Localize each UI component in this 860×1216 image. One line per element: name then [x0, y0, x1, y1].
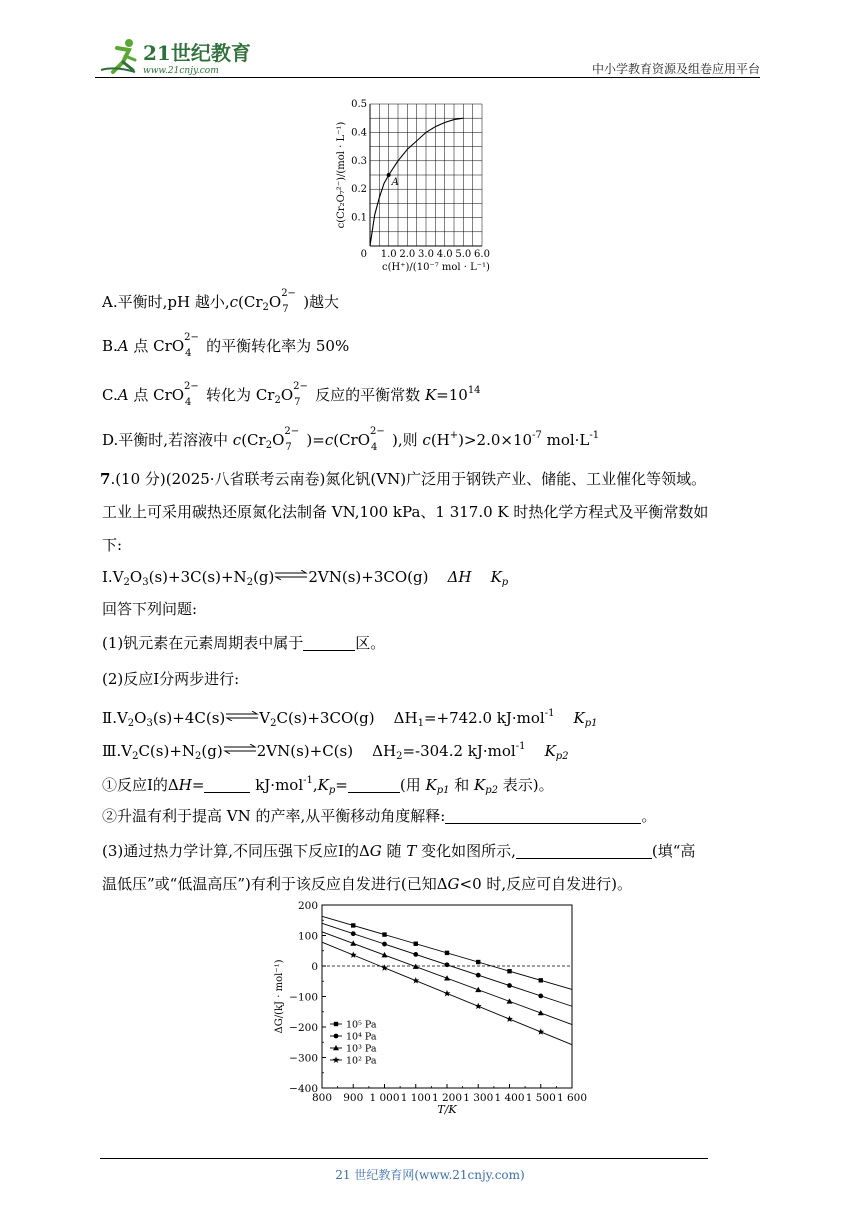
option-c [102, 381, 481, 411]
answer-blank[interactable] [303, 634, 355, 651]
r1-dh: ΔH [447, 568, 472, 586]
platform-name: 中小学教育资源及组卷应用平台 [591, 62, 760, 76]
logo [95, 36, 265, 76]
option-d-exp2: -1 [589, 430, 600, 441]
q7-line1 [100, 469, 706, 489]
r2-exp: -1 [544, 708, 555, 719]
option-d-formula2: (CrO [333, 431, 371, 449]
reaction-2: $Ⅱ.V_2O_3(s)+4C(s)$ $V_2C(s)+3CO(g)$ $\Delta H_1=+742.0$ kJ·mol$^{-1}$ $K_{p1}$ [102, 708, 598, 729]
option-d-unit: mol·L [541, 431, 590, 449]
option-c-formula: 点 CrO [128, 386, 185, 404]
s1-k2-sub: p2 [485, 785, 499, 796]
footer-divider [100, 1158, 708, 1159]
option-c-sub: 2 [274, 395, 281, 406]
r2-v: V [259, 709, 271, 727]
s1-h: H [178, 776, 192, 794]
answer-blank[interactable] [445, 807, 641, 824]
part-1-tail: 区。 [355, 634, 386, 652]
data-point [445, 951, 449, 955]
s1-eq2: = [335, 776, 348, 794]
answer-blank[interactable] [348, 776, 400, 793]
p3-t: T [406, 842, 417, 860]
legend-marker [333, 1056, 340, 1063]
data-point [507, 983, 512, 988]
s1-text: ①反应Ⅰ的Δ [102, 776, 179, 794]
answer-blank[interactable] [516, 842, 652, 859]
part-3-line2 [102, 874, 632, 894]
r1-g: (g) [253, 568, 275, 586]
ion-charge-top: 2− [184, 381, 199, 392]
data-point [537, 1028, 544, 1035]
data-point [351, 923, 355, 927]
data-point [507, 969, 511, 973]
part-1 [102, 633, 385, 653]
r1-mid: (s)+3C(s)+N [148, 568, 247, 586]
sub-question-1 [102, 771, 554, 801]
option-b-tail: 的平衡转化率为 50% [206, 337, 350, 355]
data-point [538, 993, 543, 998]
option-d-then: ),则 [392, 431, 423, 449]
r2-o: O [134, 709, 147, 727]
sub-question-2 [102, 806, 656, 826]
option-d-sub: 2 [265, 440, 273, 451]
equilibrium-arrow-icon [274, 570, 308, 580]
logo-title: 21世纪教育 [143, 41, 251, 65]
p3-with: 随 [381, 842, 407, 860]
s1-eq: = [191, 776, 205, 794]
s1-unit: kJ·mol [250, 776, 304, 794]
y-tick-label: −200 [289, 1022, 318, 1034]
p3-mid: 变化如图所示, [416, 842, 516, 860]
ion-charge-top: 2− [284, 426, 300, 437]
x-tick-label: 1 100 [400, 1092, 431, 1104]
r2-mid: (s)+4C(s) [152, 709, 226, 727]
answer-prompt: 回答下列问题: [102, 600, 198, 618]
data-point [445, 962, 450, 967]
x-tick-label: 1 300 [463, 1092, 494, 1104]
r2-products: C(s)+3CO(g) [276, 709, 375, 727]
y-tick-label: 0.5 [351, 99, 367, 110]
r1-k: K [490, 568, 502, 586]
option-a-c: c [229, 293, 238, 311]
ion-charge-bottom: 7 [282, 304, 289, 315]
ion-charge [184, 332, 206, 359]
r2-k-sub: p1 [584, 718, 598, 729]
point-a [387, 173, 391, 177]
r3-k: K [544, 742, 556, 760]
r1-part: Ⅰ.V [102, 568, 124, 586]
option-b-letter: B. [102, 337, 118, 355]
x-tick-label: 1 600 [556, 1092, 588, 1104]
option-a-text: A.平衡时,pH 越小, [102, 293, 230, 311]
r3-part: Ⅲ.V [102, 742, 133, 760]
x-axis-label: c(H⁺)/(10⁻⁷ mol · L⁻¹) [382, 262, 490, 273]
s1-k2: K [474, 776, 486, 794]
x-tick-label: 5.0 [455, 249, 472, 260]
option-a-sub: 2 [262, 302, 269, 313]
data-point [476, 973, 481, 978]
ion-charge-bottom: 4 [371, 442, 378, 453]
point-a-label: A [391, 177, 399, 188]
option-d-eq: )= [306, 431, 325, 449]
ion-charge-bottom: 7 [294, 397, 301, 408]
chart-concentration [330, 98, 530, 276]
part-1-text: (1)钒元素在元素周期表中属于 [102, 634, 304, 652]
data-point [382, 932, 386, 936]
x-tick-label: 1.0 [380, 249, 397, 260]
legend-label: 10² Pa [346, 1055, 377, 1067]
data-point [414, 942, 418, 946]
r3-mid: C(s)+N [138, 742, 196, 760]
x-tick-label: 2.0 [399, 249, 416, 260]
x-tick-label: 900 [343, 1092, 364, 1104]
q7-line3: 下: [102, 536, 123, 554]
page-header [95, 30, 760, 80]
legend [330, 1020, 377, 1067]
r1-products: 2VN(s)+3CO(g) [308, 568, 429, 586]
data-point [381, 964, 388, 971]
option-d-c3: c [422, 431, 431, 449]
data-point [539, 978, 543, 982]
header-divider [95, 77, 760, 78]
y-tick-label: −100 [289, 991, 318, 1004]
s1-k1-sub: p1 [436, 785, 450, 796]
data-point [382, 942, 387, 947]
option-d-plus: + [449, 430, 459, 441]
answer-blank[interactable] [204, 776, 250, 793]
option-d-c: c [232, 431, 242, 449]
p3-text: (3)通过热力学计算,不同压强下反应Ⅰ的Δ [102, 842, 370, 860]
runner-icon [101, 39, 135, 72]
x-tick-label: 1 000 [369, 1092, 400, 1104]
p3-tail: (填“高 [651, 842, 696, 860]
r3-k-sub: p2 [555, 751, 569, 762]
s1-k1: K [425, 776, 437, 794]
data-point [351, 931, 356, 936]
legend-label: 10³ Pa [346, 1043, 377, 1055]
ion-charge-bottom: 4 [185, 397, 192, 408]
x-tick-label: 6.0 [474, 249, 490, 260]
option-c-exp: 14 [467, 385, 481, 396]
x-tick-label: 1 400 [494, 1092, 525, 1104]
r3-dh: ΔH [372, 742, 397, 760]
option-d-text: D.平衡时,若溶液中 [102, 431, 233, 449]
part-2: (2)反应Ⅰ分两步进行: [102, 670, 240, 688]
s1-and: 和 [449, 776, 475, 794]
p3-g: G [369, 842, 382, 860]
y-axis-label: c(Cr₂O₇²⁻)/(mol · L⁻¹) [336, 121, 347, 229]
ion-charge-top: 2− [281, 288, 296, 299]
r3-exp: -1 [515, 741, 526, 752]
s1-comma: , [312, 776, 318, 794]
chart-delta-g [270, 897, 600, 1125]
tick-labels [289, 900, 587, 1104]
legend-label: 10⁴ Pa [346, 1031, 377, 1043]
r3-products: 2VN(s)+C(s) [256, 742, 354, 760]
r2-dh-sub: 1 [417, 718, 424, 729]
ion-charge-top: 2− [293, 381, 308, 392]
y-axis-label: ΔG/(kJ · mol⁻¹) [274, 959, 285, 1034]
s1-tail: 表示)。 [498, 776, 554, 794]
s1-k-sub: p [328, 785, 336, 796]
s2-text: ②升温有利于提高 VN 的产率,从平衡移动角度解释: [102, 807, 446, 825]
reaction-1: $Ⅰ.V_2O_3(s)+3C(s)+N_2(g)$ 2VN(s)+3CO(g) ΔH $K_p$ [102, 568, 509, 588]
y-tick-label: 0.2 [351, 184, 367, 196]
p3-l2-text: 温低压”或“低温高压”)有利于该反应自发进行(已知Δ [102, 875, 448, 893]
data-point [444, 990, 451, 997]
reaction-3: $Ⅲ.V_2C(s)+N_2(g)$ 2VN(s)+C(s) $\Delta H_2=-304.2$ kJ·mol$^{-1}$ $K_{p2}$ [102, 741, 569, 762]
data-point [350, 951, 357, 958]
data-point [506, 1015, 513, 1022]
option-c-eq: =10 [436, 386, 468, 404]
data-point [475, 1003, 482, 1010]
option-c-o: O [280, 386, 294, 404]
x-tick-label: 3.0 [418, 249, 434, 260]
x-tick-label: 1 500 [525, 1092, 556, 1104]
r3-dh-sub: 2 [396, 751, 403, 762]
option-c-text2: 反应的平衡常数 [315, 386, 425, 404]
y-tick-label: 200 [297, 900, 318, 912]
option-c-text: 转化为 Cr [206, 386, 275, 404]
r2-value: =+742.0 kJ·mol [423, 709, 545, 727]
y-tick-label: 100 [297, 930, 318, 943]
option-a-tail: )越大 [303, 293, 340, 311]
ion-charge-top: 2− [184, 332, 199, 343]
ion-charge-top: 2− [370, 426, 385, 437]
part-3 [102, 841, 695, 861]
s1-exp: -1 [303, 775, 313, 786]
option-b-formula: 点 CrO [128, 337, 185, 355]
y-tick-label: −400 [289, 1083, 318, 1095]
q7-line2: 工业上可采用碳热还原氮化法制备 VN,100 kPa、1 317.0 K 时热化学方程式及平衡常数如 [102, 503, 709, 521]
ion-charge [284, 426, 306, 453]
equilibrium-arrow-icon [223, 744, 257, 754]
option-c-letter: C. [102, 386, 118, 404]
r3-value: =-304.2 kJ·mol [402, 742, 516, 760]
option-d [102, 426, 599, 456]
ion-charge [370, 426, 392, 453]
legend-marker [334, 1022, 338, 1026]
ion-charge [184, 381, 206, 408]
data-point [412, 977, 419, 984]
s1-hint: (用 [399, 776, 426, 794]
data-point [413, 952, 418, 957]
r2-part: Ⅱ.V [102, 709, 128, 727]
option-b [102, 332, 350, 359]
x-tick-label: 800 [311, 1092, 333, 1104]
s1-k: K [317, 776, 329, 794]
r2-dh: ΔH [393, 709, 418, 727]
option-c-k: K [424, 386, 437, 404]
r3-g: (g) [201, 742, 223, 760]
y-tick-label: 0.1 [351, 212, 367, 224]
x-tick-label: 1 200 [431, 1092, 463, 1104]
y-tick-label: −300 [289, 1052, 318, 1065]
r2-k: K [573, 709, 585, 727]
legend-label: 10⁵ Pa [346, 1019, 377, 1031]
x-tick-label: 0 [360, 249, 367, 260]
ion-charge-bottom: 7 [285, 442, 292, 453]
option-d-c2: c [324, 431, 334, 449]
y-tick-label: 0.3 [351, 155, 367, 167]
option-a-formula: (Cr [238, 293, 263, 311]
legend-marker [334, 1034, 339, 1039]
s2-tail: 。 [641, 807, 657, 825]
x-axis-label: T/K [437, 1103, 457, 1116]
ion-charge-bottom: 4 [185, 348, 192, 359]
y-tick-label: 0 [311, 961, 318, 973]
question-number: 7 [100, 470, 111, 488]
p3-l2-g: G [447, 875, 460, 893]
y-tick-label: 0.4 [351, 127, 367, 139]
q7-text1: .(10 分)(2025·八省联考云南卷)氮化钒(VN)广泛用于钢铁产业、储能、工业催化等领域。 [110, 470, 707, 488]
logo-url: www.21cnjy.com [143, 66, 219, 76]
r1-o: O [129, 568, 143, 586]
footer-text: 21 世纪教育网(www.21cnjy.com) [335, 1168, 525, 1182]
option-d-o: O [272, 431, 285, 449]
option-a-o: O [268, 293, 282, 311]
ion-charge [293, 381, 315, 408]
equilibrium-arrow-icon [225, 711, 259, 721]
data-point [476, 960, 480, 964]
ion-charge [281, 288, 303, 315]
option-c-point: A [117, 386, 129, 404]
option-d-exp: -7 [532, 430, 542, 441]
option-b-point: A [117, 337, 129, 355]
option-d-h: (H [430, 431, 450, 449]
p3-l2-tail: <0 时,反应可自发进行)。 [459, 875, 633, 893]
option-d-value: )>2.0×10 [458, 431, 533, 449]
r1-k-sub: p [501, 577, 509, 588]
option-a [102, 288, 340, 318]
x-tick-label: 4.0 [436, 249, 453, 260]
option-d-formula: (Cr [241, 431, 266, 449]
data-points [350, 923, 544, 1035]
